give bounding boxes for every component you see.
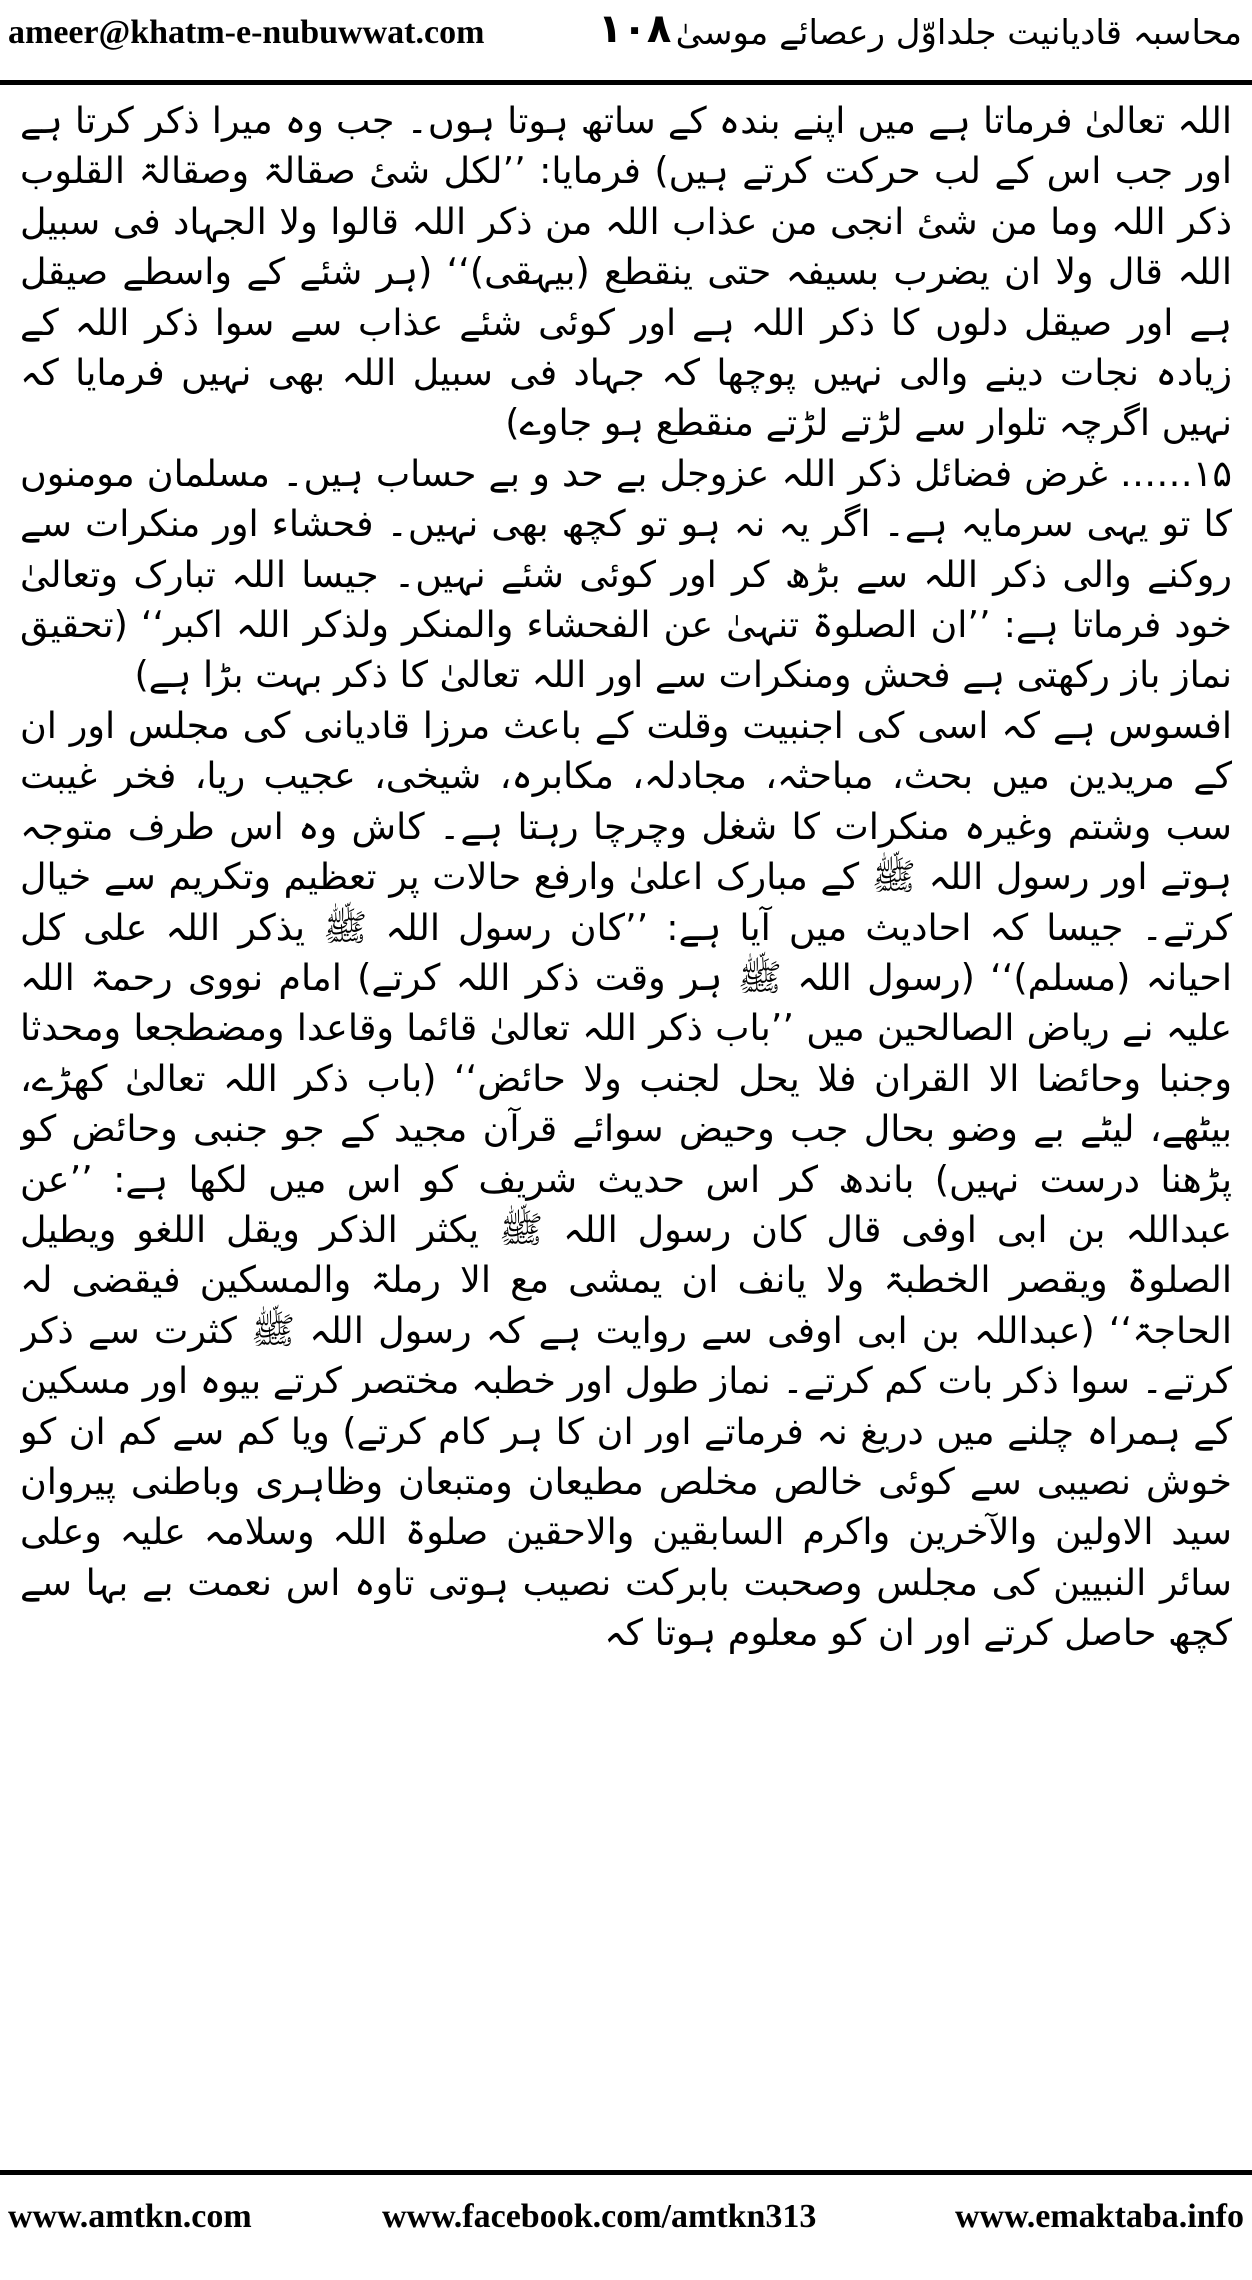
paragraph: اللہ تعالیٰ فرماتا ہے میں اپنے بندہ کے ساتھ ہوتا ہوں۔ جب وہ میرا ذکر کرتا ہے اور جب اس کے لب حرکت کرتے ہیں) فرمایا: ’’لکل شیٔ صقالۃ وصقالۃ القلوب ذکر اللہ وما من شیٔ انجی من عذاب اللہ من ذکر اللہ قالوا ولا الجہاد فی سبیل اللہ قال ولا ان یضرب بسیفہ حتی ینقطع (بیہقی)‘‘ (ہر شئے کے واسطے صیقل ہے اور صیقل دلوں کا ذکر اللہ ہے اور کوئی شئے عذاب سے سوا ذکر اللہ کے زیادہ نجات دینے والی نہیں پوچھا کہ جہاد فی سبیل اللہ بھی نہیں فرمایا کہ نہیں اگرچہ تلوار سے لڑتے لڑتے منقطع ہو جاوے) (20, 99, 1232, 445)
footer-link-facebook[interactable]: www.facebook.com/amtkn313 (382, 2198, 817, 2235)
footer-link-amtkn[interactable]: www.amtkn.com (8, 2198, 252, 2235)
page-number: ۱۰۸ (598, 6, 672, 52)
footer-link-emaktaba[interactable]: www.emaktaba.info (954, 2198, 1244, 2235)
header-divider (0, 80, 1252, 85)
page-footer (0, 2188, 1252, 2258)
paragraph: ۱۵…… غرض فضائل ذکر اللہ عزوجل بے حد و بے حساب ہیں۔ مسلمان مومنوں کا تو یہی سرمایہ ہے۔ اگر یہ نہ ہو تو کچھ بھی نہیں۔ فحشاء اور منکرات سے روکنے والی ذکر اللہ سے بڑھ کر اور کوئی شئے نہیں۔ جیسا اللہ تبارک وتعالیٰ خود فرماتا ہے: ’’ان الصلوۃ تنہیٰ عن الفحشاء والمنکر ولذکر اللہ اکبر‘‘ (تحقیق نماز باز رکھتی ہے فحش ومنکرات سے اور اللہ تعالیٰ کا ذکر بہت بڑا ہے) (20, 451, 1232, 697)
header-email: ameer@khatm-e-nubuwwat.com (8, 14, 485, 51)
page-body (20, 96, 1232, 2158)
book-title: محاسبہ قادیانیت جلداوّل رعصائے موسیٰ (675, 13, 1242, 53)
page-header (0, 0, 1252, 88)
footer-divider (0, 2170, 1252, 2175)
paragraph: افسوس ہے کہ اسی کی اجنبیت وقلت کے باعث مرزا قادیانی کی مجلس اور ان کے مریدین میں بحث، مباحثہ، مجادلہ، مکابرہ، شیخی، عجیب ریا، فخر غیبت سب وشتم وغیرہ منکرات کا شغل وچرچا رہتا ہے۔ کاش وہ اس طرف متوجہ ہوتے اور رسول اللہ ﷺ کے مبارک اعلیٰ وارفع حالات پر تعظیم وتکریم سے خیال کرتے۔ جیسا کہ احادیث میں آیا ہے: ’’کان رسول اللہ ﷺ یذکر اللہ علی کل احیانہ (مسلم)‘‘ (رسول اللہ ﷺ ہر وقت ذکر اللہ کرتے) امام نووی رحمۃ اللہ علیہ نے ریاض الصالحین میں ’’باب ذکر اللہ تعالیٰ قائما وقاعدا ومضطجعا ومحدثا وجنبا وحائضا الا القران فلا یحل لجنب ولا حائض‘‘ (باب ذکر اللہ تعالیٰ کھڑے، بیٹھے، لیٹے بے وضو بحال جب وحیض سوائے قرآن مجید کے جو جنبی وحائض کو پڑھنا درست نہیں) باندھ کر اس حدیث شریف کو اس میں لکھا ہے: ’’عن عبداللہ بن ابی اوفی قال کان رسول اللہ ﷺ یکثر الذکر ویقل اللغو ویطیل الصلوۃ ویقصر الخطبۃ ولا یانف ان یمشی مع الا رملۃ والمسکین فیقضی لہ الحاجۃ‘‘ (عبداللہ بن ابی اوفی سے روایت ہے کہ رسول اللہ ﷺ کثرت سے ذکر کرتے۔ سوا ذکر بات کم کرتے۔ نماز طول اور خطبہ مختصر کرتے بیوہ اور مسکین کے ہمراہ چلنے میں دریغ نہ فرماتے اور ان کا ہر کام کرتے) ویا کم سے کم ان کو خوش نصیبی سے کوئی خالص مخلص مطیعان ومتبعان وظاہری وباطنی پیروان سید الاولین والآخرین واکرم السابقین والاحقین صلوۃ اللہ وسلامہ علیہ وعلی سائر النبیین کی مجلس وصحبت بابرکت نصیب ہوتی تاوہ اس نعمت بے بہا سے کچھ حاصل کرتے اور ان کو معلوم ہوتا کہ (20, 703, 1232, 1655)
